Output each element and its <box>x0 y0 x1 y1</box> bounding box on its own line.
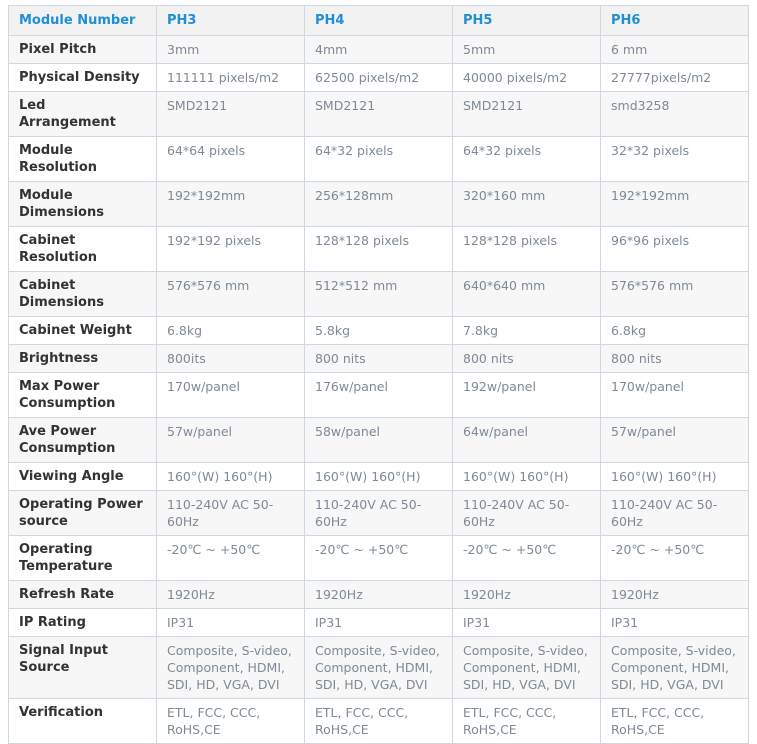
cell-value: 576*576 mm <box>601 272 749 317</box>
table-row <box>9 272 749 317</box>
cell-value: Composite, S-video, Component, HDMI, SDI, HD, VGA, DVI <box>601 637 749 699</box>
row-label: Physical Density <box>9 64 157 92</box>
cell-value: Composite, S-video, Component, HDMI, SDI, HD, VGA, DVI <box>453 637 601 699</box>
cell-value: 320*160 mm <box>453 182 601 227</box>
cell-value: IP31 <box>305 609 453 637</box>
row-label: Operating Temperature <box>9 536 157 581</box>
cell-value: ETL, FCC, CCC, RoHS,CE <box>601 699 749 744</box>
cell-value: 192*192 pixels <box>157 227 305 272</box>
row-label: Max Power Consumption <box>9 373 157 418</box>
cell-value: 160°(W) 160°(H) <box>453 463 601 491</box>
cell-value: 110-240V AC 50-60Hz <box>157 491 305 536</box>
row-label: Verification <box>9 699 157 744</box>
table-row <box>9 373 749 418</box>
cell-value: 192w/panel <box>453 373 601 418</box>
table-row <box>9 463 749 491</box>
cell-value: -20℃ ~ +50℃ <box>305 536 453 581</box>
cell-value: ETL, FCC, CCC, RoHS,CE <box>157 699 305 744</box>
cell-value: SMD2121 <box>453 92 601 137</box>
row-label: Signal Input Source <box>9 637 157 699</box>
row-label: Ave Power Consumption <box>9 418 157 463</box>
cell-value: 170w/panel <box>601 373 749 418</box>
cell-value: -20℃ ~ +50℃ <box>453 536 601 581</box>
table-row <box>9 64 749 92</box>
cell-value: 111111 pixels/m2 <box>157 64 305 92</box>
cell-value: SMD2121 <box>157 92 305 137</box>
cell-value: 27777pixels/m2 <box>601 64 749 92</box>
table-row <box>9 637 749 699</box>
cell-value: ETL, FCC, CCC, RoHS,CE <box>305 699 453 744</box>
cell-value: 192*192mm <box>601 182 749 227</box>
cell-value: 576*576 mm <box>157 272 305 317</box>
cell-value: 256*128mm <box>305 182 453 227</box>
cell-value: 64*64 pixels <box>157 137 305 182</box>
spec-table-container <box>8 5 749 744</box>
cell-value: IP31 <box>157 609 305 637</box>
cell-value: 128*128 pixels <box>453 227 601 272</box>
row-label: IP Rating <box>9 609 157 637</box>
table-row <box>9 36 749 64</box>
cell-value: 800 nits <box>453 345 601 373</box>
cell-value: 160°(W) 160°(H) <box>601 463 749 491</box>
cell-value: IP31 <box>453 609 601 637</box>
table-row <box>9 536 749 581</box>
cell-value: 4mm <box>305 36 453 64</box>
cell-value: 160°(W) 160°(H) <box>157 463 305 491</box>
table-row <box>9 92 749 137</box>
table-row <box>9 137 749 182</box>
cell-value: 110-240V AC 50-60Hz <box>305 491 453 536</box>
cell-value: 7.8kg <box>453 317 601 345</box>
row-label: Viewing Angle <box>9 463 157 491</box>
cell-value: 170w/panel <box>157 373 305 418</box>
cell-value: 32*32 pixels <box>601 137 749 182</box>
row-label: Module Resolution <box>9 137 157 182</box>
cell-value: 512*512 mm <box>305 272 453 317</box>
header-module-number: Module Number <box>9 6 157 36</box>
cell-value: 5.8kg <box>305 317 453 345</box>
cell-value: 96*96 pixels <box>601 227 749 272</box>
row-label: Pixel Pitch <box>9 36 157 64</box>
cell-value: ETL, FCC, CCC, RoHS,CE <box>453 699 601 744</box>
cell-value: -20℃ ~ +50℃ <box>157 536 305 581</box>
row-label: Operating Power source <box>9 491 157 536</box>
cell-value: IP31 <box>601 609 749 637</box>
cell-value: 176w/panel <box>305 373 453 418</box>
table-row <box>9 609 749 637</box>
cell-value: 800its <box>157 345 305 373</box>
header-ph5: PH5 <box>453 6 601 36</box>
cell-value: 64*32 pixels <box>453 137 601 182</box>
cell-value: 192*192mm <box>157 182 305 227</box>
table-row <box>9 345 749 373</box>
table-row <box>9 182 749 227</box>
cell-value: 1920Hz <box>305 581 453 609</box>
table-row <box>9 581 749 609</box>
cell-value: 160°(W) 160°(H) <box>305 463 453 491</box>
spec-table <box>8 5 749 744</box>
cell-value: 1920Hz <box>601 581 749 609</box>
table-row <box>9 491 749 536</box>
table-body <box>9 36 749 744</box>
cell-value: smd3258 <box>601 92 749 137</box>
cell-value: 64*32 pixels <box>305 137 453 182</box>
cell-value: Composite, S-video, Component, HDMI, SDI, HD, VGA, DVI <box>305 637 453 699</box>
header-ph4: PH4 <box>305 6 453 36</box>
table-row <box>9 418 749 463</box>
cell-value: 800 nits <box>601 345 749 373</box>
row-label: Cabinet Dimensions <box>9 272 157 317</box>
cell-value: 64w/panel <box>453 418 601 463</box>
row-label: Module Dimensions <box>9 182 157 227</box>
cell-value: 128*128 pixels <box>305 227 453 272</box>
cell-value: 57w/panel <box>601 418 749 463</box>
row-label: Cabinet Weight <box>9 317 157 345</box>
cell-value: 6 mm <box>601 36 749 64</box>
cell-value: 1920Hz <box>453 581 601 609</box>
cell-value: 110-240V AC 50-60Hz <box>601 491 749 536</box>
cell-value: Composite, S-video, Component, HDMI, SDI, HD, VGA, DVI <box>157 637 305 699</box>
row-label: Cabinet Resolution <box>9 227 157 272</box>
row-label: Brightness <box>9 345 157 373</box>
row-label: Refresh Rate <box>9 581 157 609</box>
cell-value: 62500 pixels/m2 <box>305 64 453 92</box>
table-row <box>9 699 749 744</box>
cell-value: 800 nits <box>305 345 453 373</box>
row-label: Led Arrangement <box>9 92 157 137</box>
cell-value: 5mm <box>453 36 601 64</box>
cell-value: 110-240V AC 50-60Hz <box>453 491 601 536</box>
cell-value: 1920Hz <box>157 581 305 609</box>
cell-value: SMD2121 <box>305 92 453 137</box>
cell-value: 640*640 mm <box>453 272 601 317</box>
cell-value: 6.8kg <box>601 317 749 345</box>
cell-value: 6.8kg <box>157 317 305 345</box>
cell-value: -20℃ ~ +50℃ <box>601 536 749 581</box>
cell-value: 40000 pixels/m2 <box>453 64 601 92</box>
header-ph3: PH3 <box>157 6 305 36</box>
cell-value: 3mm <box>157 36 305 64</box>
cell-value: 58w/panel <box>305 418 453 463</box>
table-row <box>9 227 749 272</box>
table-row <box>9 317 749 345</box>
table-header-row <box>9 6 749 36</box>
cell-value: 57w/panel <box>157 418 305 463</box>
header-ph6: PH6 <box>601 6 749 36</box>
